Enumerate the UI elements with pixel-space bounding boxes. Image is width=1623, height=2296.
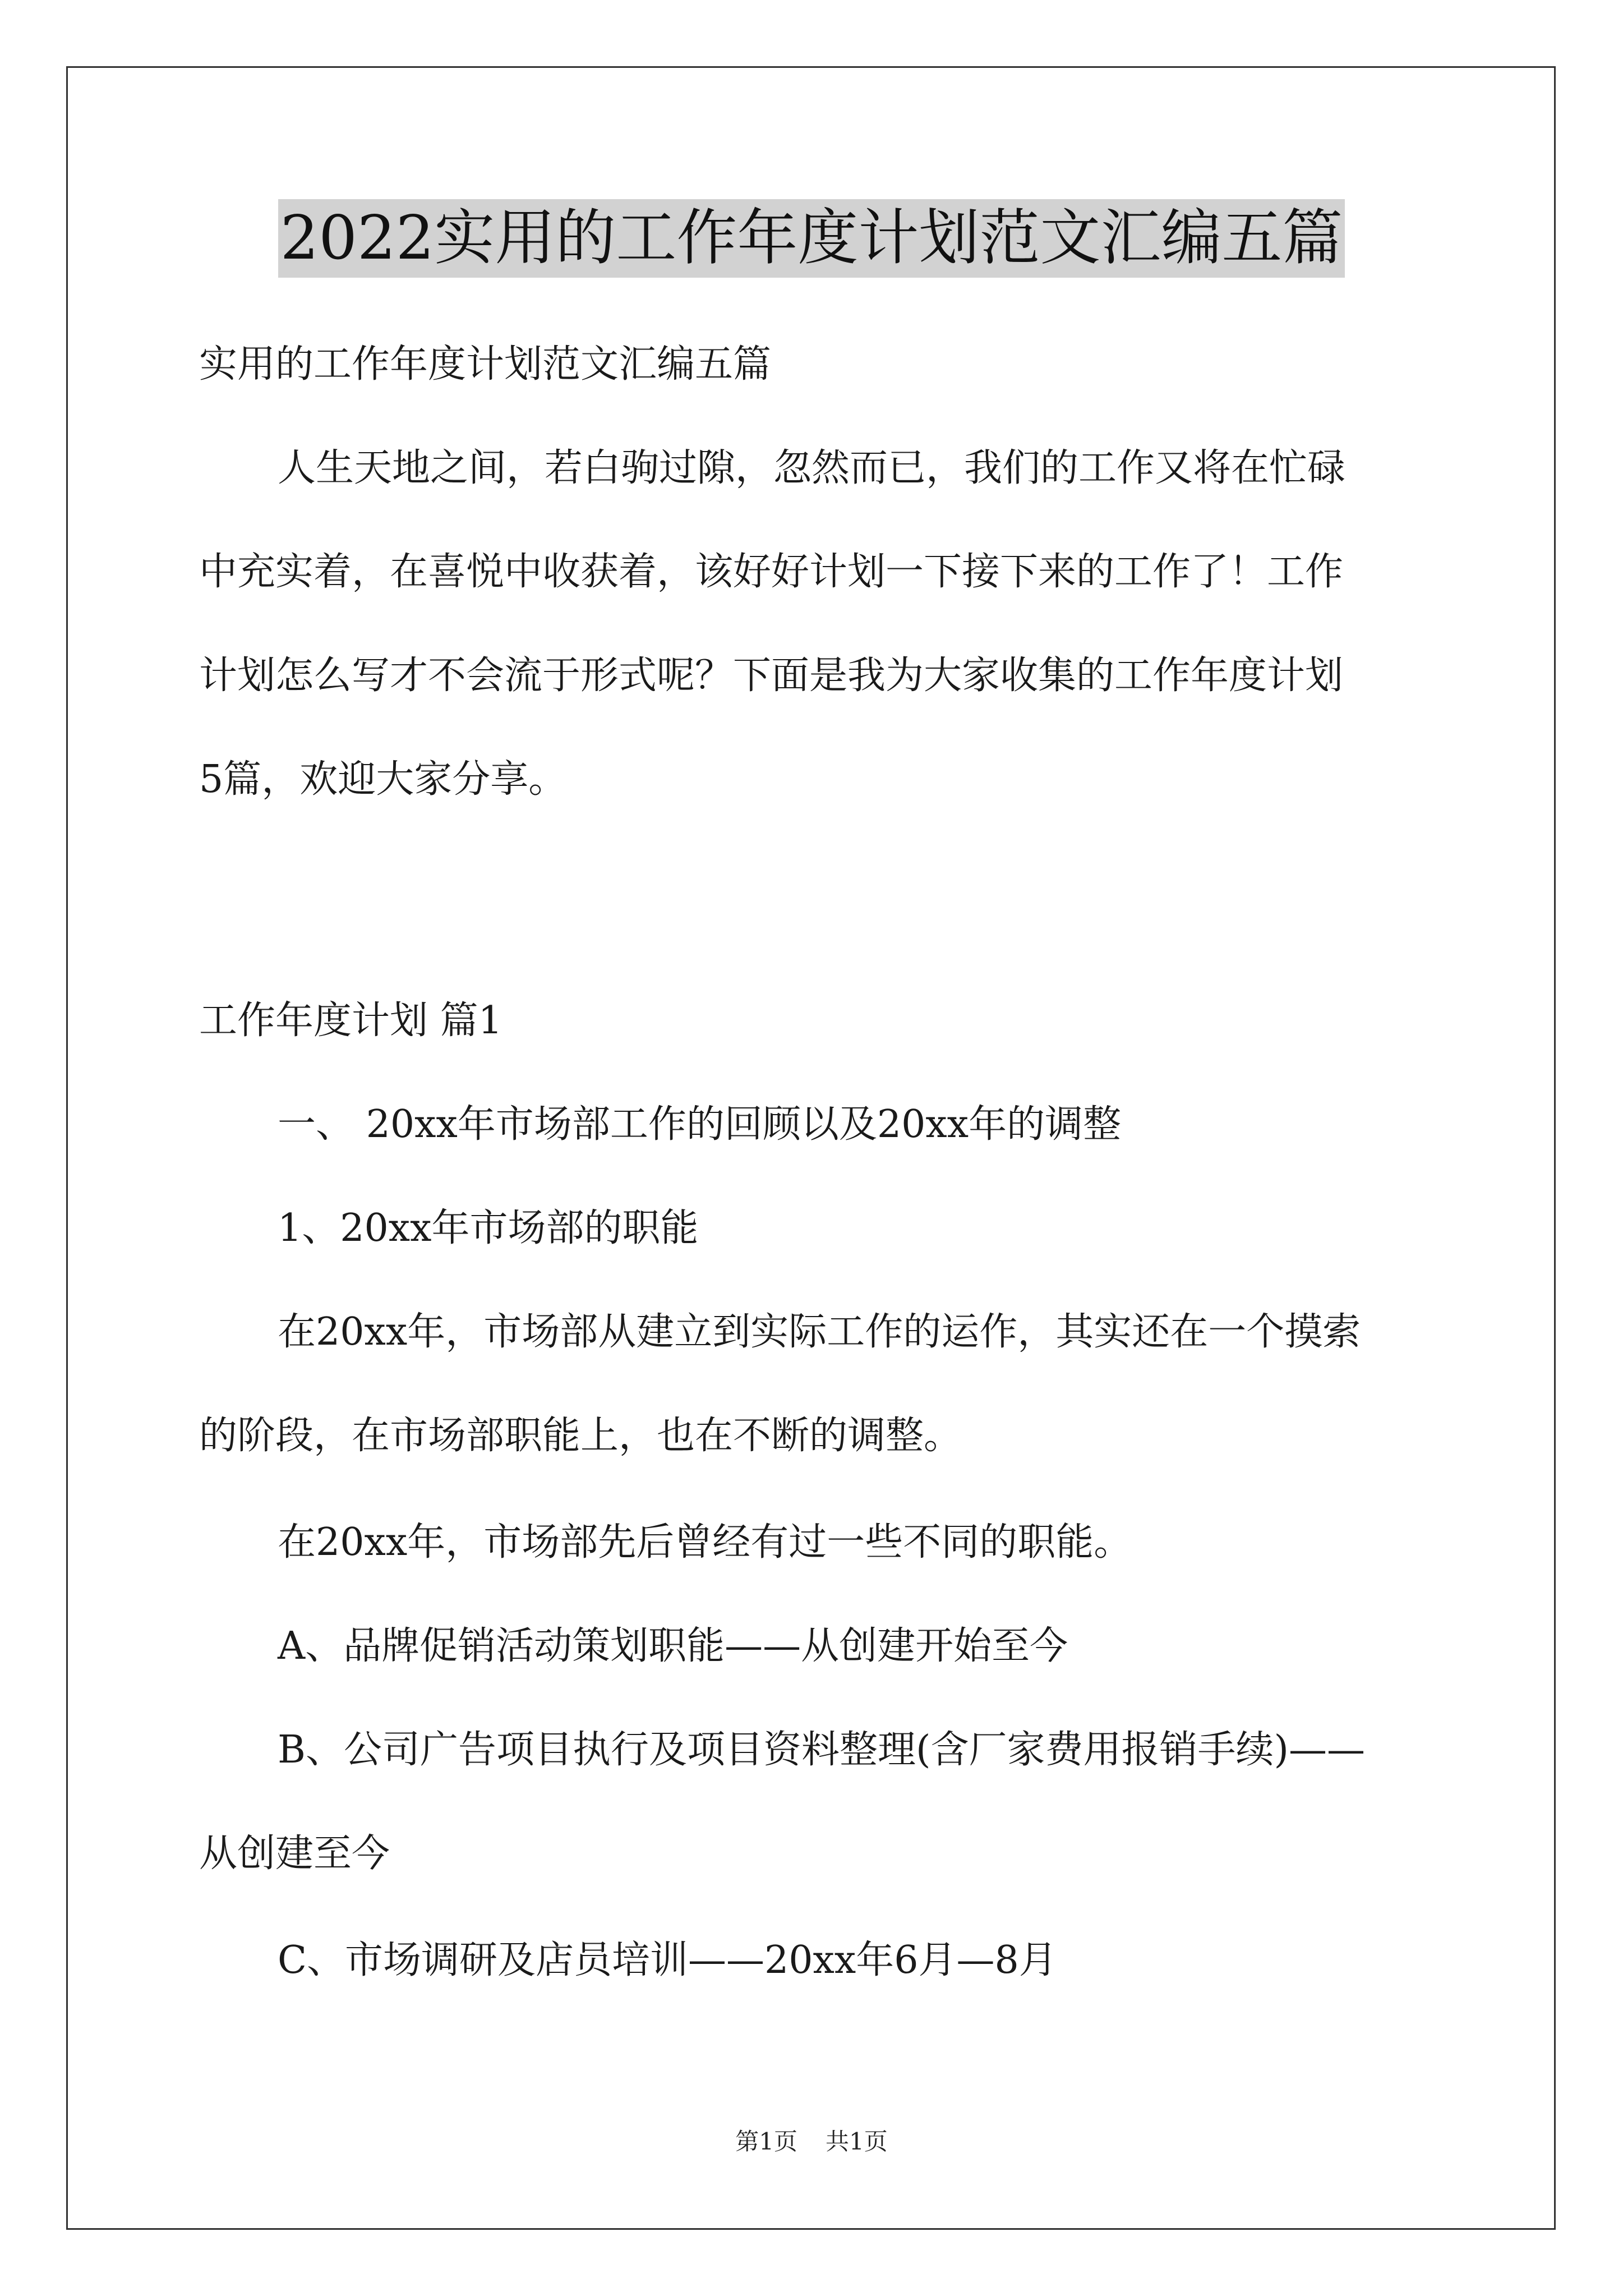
paragraph-line: B、公司广告项目执行及项目资料整理(含厂家费用报销手续)—— [278,1728,1366,1772]
paragraph-line: 人生天地之间，若白驹过隙，忽然而已，我们的工作又将在忙碌 [278,446,1346,490]
paragraph-line: 1、20xx年市场部的职能 [278,1206,699,1250]
paragraph-line: 从创建至今 [199,1832,390,1876]
page-number-total: 共1页 [826,2128,888,2155]
paragraph-line: C、市场调研及店员培训——20xx年6月—8月 [278,1938,1057,1982]
paragraph-line: 在20xx年，市场部先后曾经有过一些不同的职能。 [278,1520,1132,1565]
page-footer [0,2126,1623,2157]
paragraph-line: 在20xx年，市场部从建立到实际工作的运作，其实还在一个摸索 [278,1310,1361,1354]
paragraph-line: 5篇，欢迎大家分享。 [199,757,567,802]
paragraph-line: 计划怎么写才不会流于形式呢？下面是我为大家收集的工作年度计划 [199,654,1344,698]
paragraph-line: 中充实着，在喜悦中收获着，该好好计划一下接下来的工作了！工作 [199,550,1344,594]
document-title: 2022实用的工作年度计划范文汇编五篇 [278,199,1345,278]
subtitle-line: 实用的工作年度计划范文汇编五篇 [199,342,772,386]
paragraph-line: 的阶段，在市场部职能上，也在不断的调整。 [199,1414,962,1458]
section-heading: 工作年度计划 篇1 [199,999,502,1043]
title-container [0,199,1623,278]
paragraph-line: 一、 20xx年市场部工作的回顾以及20xx年的调整 [278,1102,1122,1147]
paragraph-line: A、品牌促销活动策划职能——从创建开始至今 [278,1624,1068,1668]
page-number-current: 第1页 [735,2128,797,2155]
